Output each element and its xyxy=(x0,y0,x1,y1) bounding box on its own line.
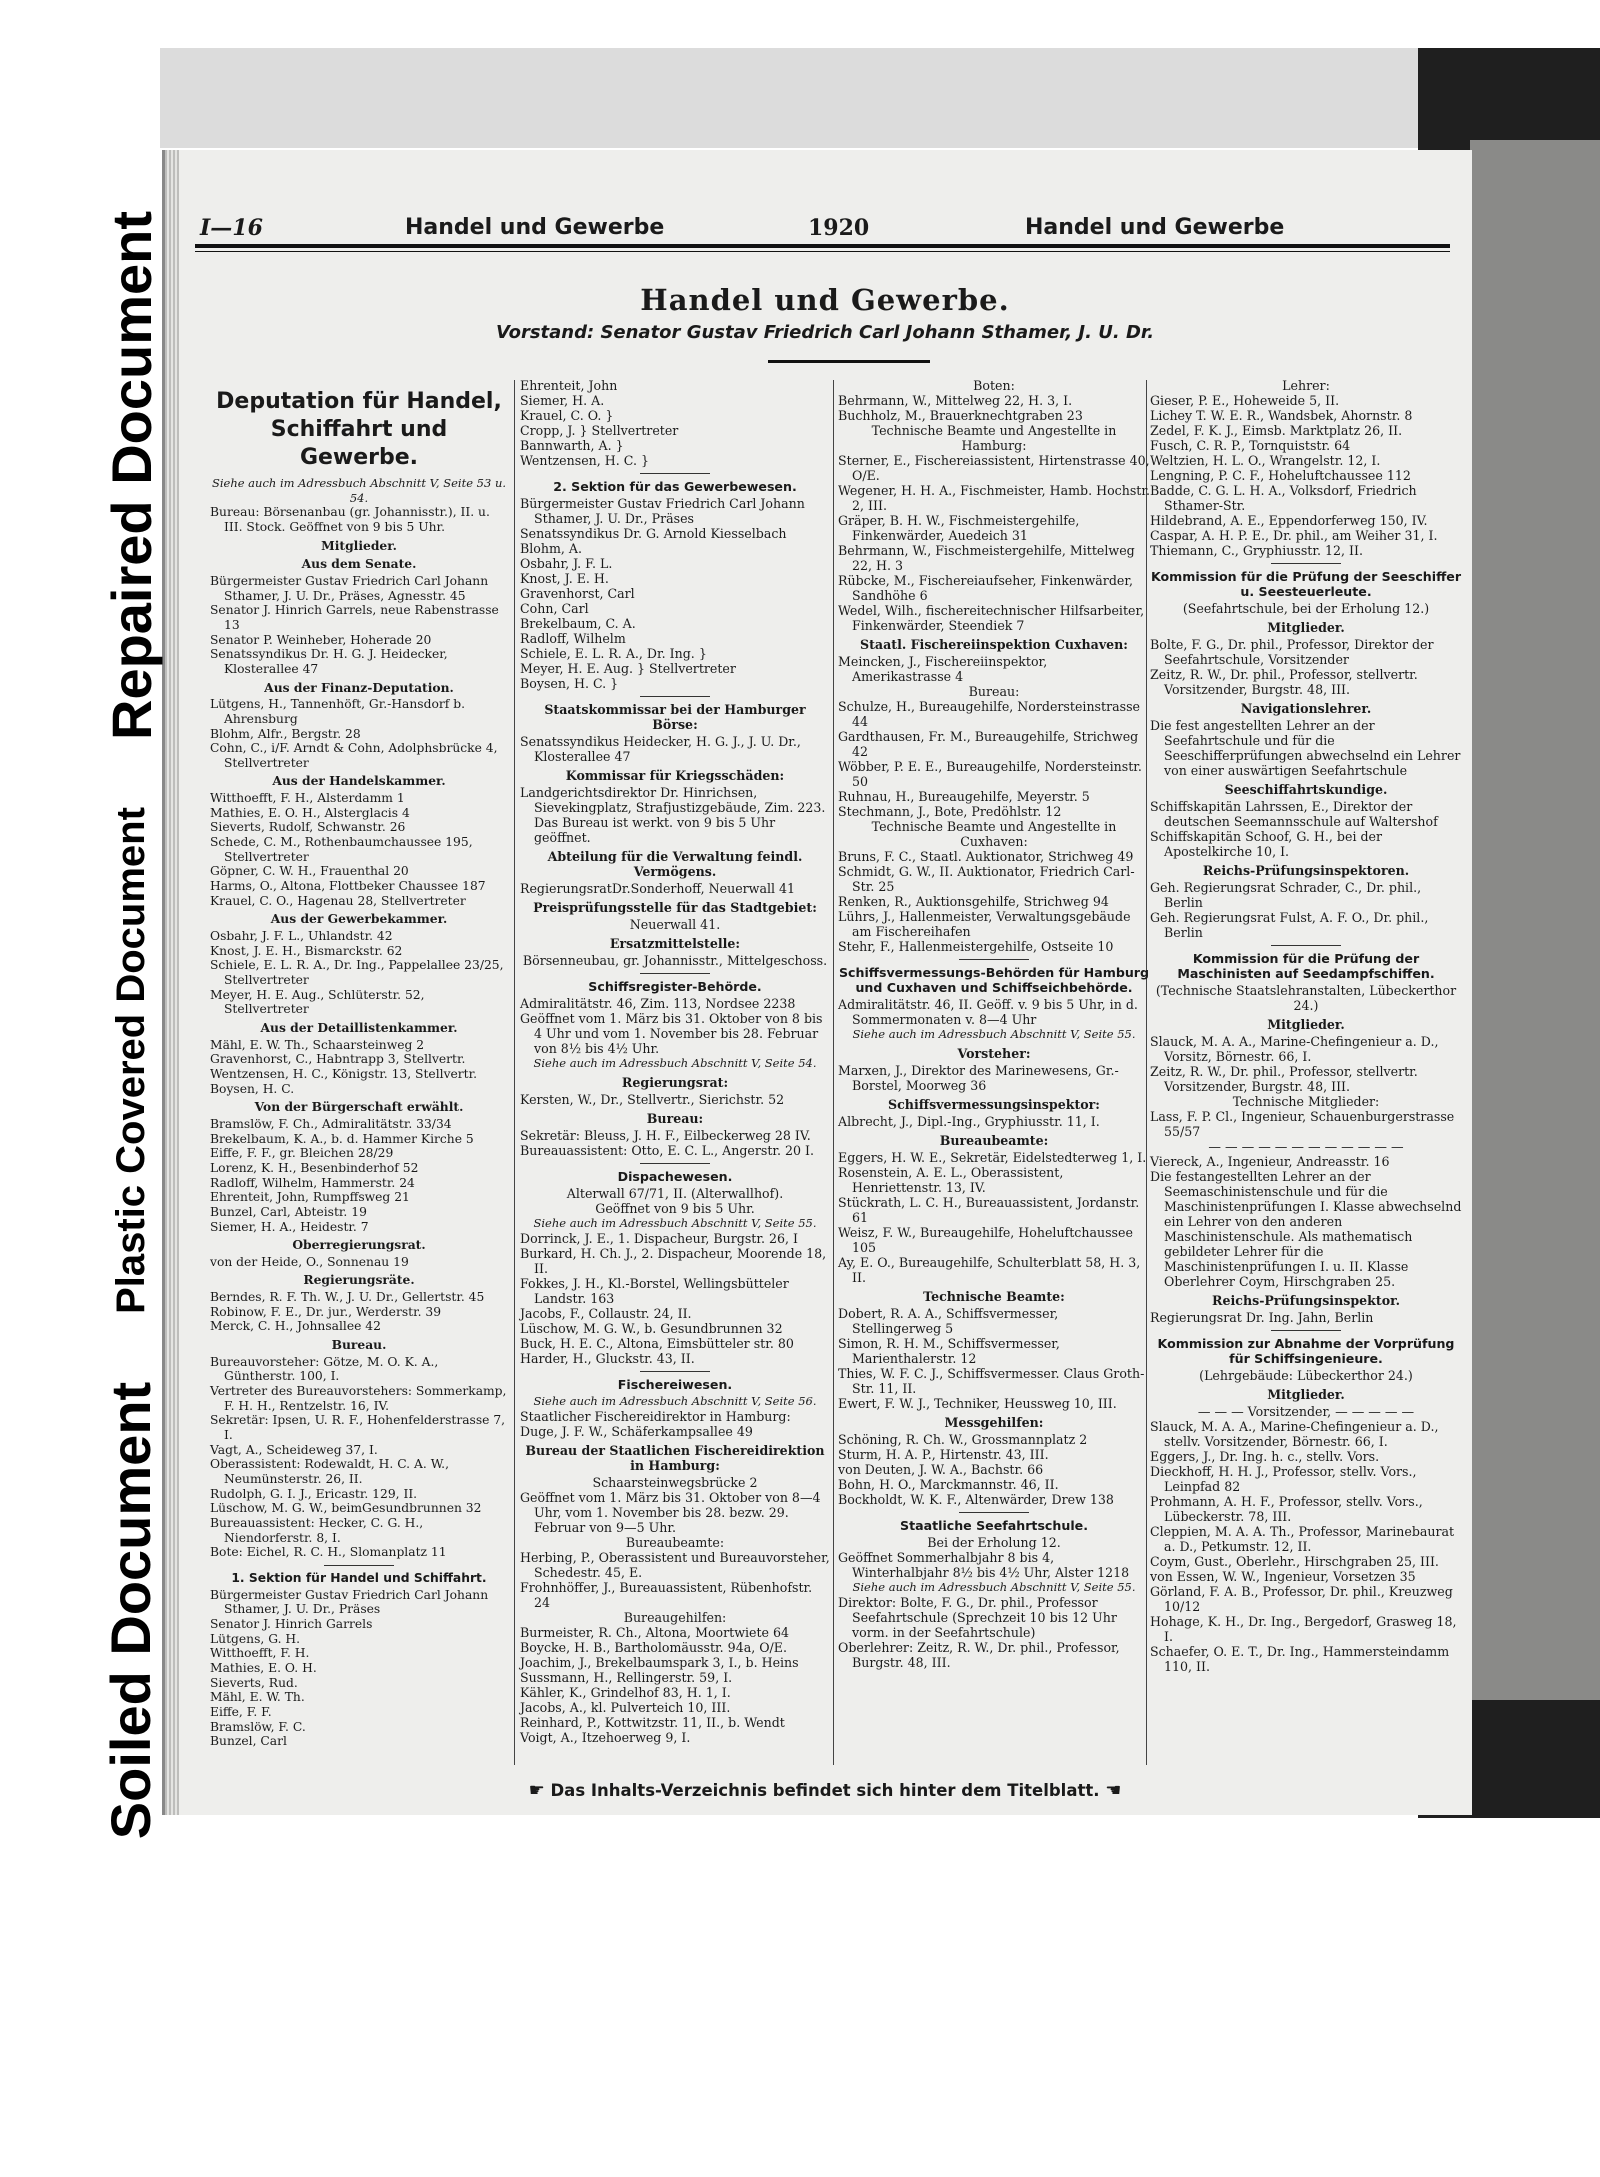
directory-entry: Renken, R., Auktionsgehilfe, Strichweg 94 xyxy=(838,894,1109,909)
directory-entry: Blohm, A. xyxy=(520,541,583,556)
subheading: Ersatzmittelstelle: xyxy=(609,936,741,951)
directory-entry: Bunzel, Carl, Abteistr. 19 xyxy=(210,1204,367,1219)
directory-entry: Bunzel, Carl xyxy=(210,1734,287,1749)
subheading: Mitglieder. xyxy=(1267,1387,1345,1402)
separator-rule xyxy=(640,973,710,974)
directory-entry: Göpner, C. W. H., Frauenthal 20 xyxy=(210,864,409,879)
directory-entry: Hildebrand, A. E., Eppendorferweg 150, IV. xyxy=(1150,513,1428,528)
centered-text: — — — — — — — — — — — — xyxy=(1208,1139,1404,1154)
directory-entry: Regierungsrat Dr. Ing. Jahn, Berlin xyxy=(1150,1310,1374,1325)
directory-entry: Eggers, J., Dr. Ing. h. c., stellv. Vors. xyxy=(1150,1449,1380,1464)
directory-entry: Vagt, A., Scheideweg 37, I. xyxy=(210,1442,378,1457)
directory-entry: Voigt, A., Itzehoerweg 9, I. xyxy=(520,1730,691,1745)
separator-rule xyxy=(640,1371,710,1372)
directory-entry: von der Heide, O., Sonnenau 19 xyxy=(210,1254,409,1269)
directory-entry: Bolte, F. G., Dr. phil., Professor, Direktor der Seefahrtschule, Vorsitzender xyxy=(1150,637,1434,667)
directory-entry: Bruns, F. C., Staatl. Auktionator, Strichweg 49 xyxy=(838,849,1134,864)
directory-entry: Senatssyndikus Heidecker, H. G. J., J. U. Dr., Klosterallee 47 xyxy=(520,734,801,764)
section-heading: 1. Sektion für Handel und Schiffahrt. xyxy=(231,1570,487,1585)
running-head-year: 1920 xyxy=(808,215,870,241)
directory-entry: Schöning, R. Ch. W., Grossmannplatz 2 xyxy=(838,1432,1088,1447)
centered-text: Bureaugehilfen: xyxy=(623,1610,727,1625)
directory-entry: Schiffskapitän Lahrssen, E., Direktor der deutschen Seemannsschule auf Waltershof xyxy=(1150,799,1438,829)
directory-entry: Bureau: Börsenanbau (gr. Johannisstr.), II. u. III. Stock. Geöffnet von 9 bis 5 Uhr. xyxy=(210,505,490,534)
subheading: Reichs-Prüfungsinspektor. xyxy=(1212,1293,1400,1308)
directory-entry: Bohn, H. O., Marckmannstr. 46, II. xyxy=(838,1477,1059,1492)
directory-entry: Simon, R. H. M., Schiffsvermesser, Marienthalerstr. 12 xyxy=(838,1336,1060,1366)
directory-entry: Sieverts, Rud. xyxy=(210,1675,298,1690)
subheading: Mitglieder. xyxy=(1267,620,1345,635)
subheading: Messgehilfen: xyxy=(944,1415,1044,1430)
directory-entry: Eiffe, F. F. xyxy=(210,1704,272,1719)
section-heading: Deputation für Handel, Schiffahrt und Gewerbe. xyxy=(216,389,502,470)
directory-entry: Caspar, A. H. P. E., Dr. phil., am Weiher 31, I. xyxy=(1150,528,1438,543)
directory-entry: Osbahr, J. F. L., Uhlandstr. 42 xyxy=(210,929,393,944)
directory-entry: Fusch, C. R. P., Tornquiststr. 64 xyxy=(1150,438,1351,453)
directory-entry: Badde, C. G. L. H. A., Volksdorf, Friedrich Sthamer-Str. xyxy=(1150,483,1417,513)
directory-entry: Vertreter des Bureauvorstehers: Sommerkamp, F. H. H., Rentzelstr. 16, IV. xyxy=(210,1384,507,1413)
directory-entry: Wentzensen, H. C., Königstr. 13, Stellvertr. xyxy=(210,1066,478,1081)
directory-entry: Lass, F. P. Cl., Ingenieur, Schauenburgerstrasse 55/57 xyxy=(1150,1109,1455,1139)
directory-entry: Wentzensen, H. C. } xyxy=(520,453,649,468)
directory-entry: Schiele, E. L. R. A., Dr. Ing., Pappelallee 23/25, Stellvertreter xyxy=(210,958,504,987)
separator-rule xyxy=(959,1512,1029,1513)
subheading: Aus dem Senate. xyxy=(301,556,417,572)
directory-entry: Robinow, F. E., Dr. jur., Werderstr. 39 xyxy=(210,1304,442,1319)
directory-entry: Dieckhoff, H. H. J., Professor, stellv. Vors., Leinpfad 82 xyxy=(1150,1464,1417,1494)
directory-entry: Witthoefft, F. H. xyxy=(210,1646,310,1661)
subheading: Seeschiffahrtskundige. xyxy=(1224,782,1388,797)
directory-entry: Ehrenteit, John, Rumpffsweg 21 xyxy=(210,1190,410,1205)
centered-text: Technische Beamte und Angestellte in Cuxhaven: xyxy=(871,819,1117,849)
directory-entry: Siemer, H. A. xyxy=(520,393,605,408)
section-heading: Dispachewesen. xyxy=(617,1169,733,1184)
directory-entry: von Deuten, J. W. A., Bachstr. 66 xyxy=(838,1462,1044,1477)
footer-text: Das Inhalts-Verzeichnis befindet sich hinter dem Titelblatt. xyxy=(550,1781,1100,1800)
centered-text: Börsenneubau, gr. Johannisstr., Mittelgeschoss. xyxy=(522,953,828,968)
directory-entry: Hohage, K. H., Dr. Ing., Bergedorf, Grasweg 18, I. xyxy=(1150,1614,1457,1644)
directory-entry: Geh. Regierungsrat Fulst, A. F. O., Dr. phil., Berlin xyxy=(1150,910,1429,940)
directory-entry: Siemer, H. A., Heidestr. 7 xyxy=(210,1219,369,1234)
directory-entry: Rosenstein, A. E. L., Oberassistent, Henriettenstr. 13, IV. xyxy=(838,1165,1064,1195)
subheading: Staatskommissar bei der Hamburger Börse: xyxy=(544,702,806,732)
label-plastic-covered-document xyxy=(96,780,166,1340)
subheading: Regierungsrat: xyxy=(621,1075,729,1090)
directory-entry: Eggers, H. W. E., Sekretär, Eidelstedterweg 1, I. xyxy=(838,1150,1147,1165)
directory-entry: Joachim, J., Brekelbaumspark 3, I., b. Heins xyxy=(520,1655,799,1670)
directory-entry: Behrmann, W., Mittelweg 22, H. 3, I. xyxy=(838,393,1073,408)
directory-entry: von Essen, W. W., Ingenieur, Vorsetzen 35 xyxy=(1150,1569,1416,1584)
directory-entry: Sturm, H. A. P., Hirtenstr. 43, III. xyxy=(838,1447,1049,1462)
directory-entry: Senatssyndikus Dr. G. Arnold Kiesselbach xyxy=(520,526,787,541)
subheading: Mitglieder. xyxy=(321,537,397,553)
section-heading: Staatliche Seefahrtschule. xyxy=(900,1518,1088,1533)
directory-entry: Merck, C. H., Johnsallee 42 xyxy=(210,1319,381,1334)
directory-entry: Stückrath, L. C. H., Bureauassistent, Jordanstr. 61 xyxy=(838,1195,1140,1225)
running-head xyxy=(200,215,1450,255)
directory-entry: Burkard, H. Ch. J., 2. Dispacheur, Moorende 18, II. xyxy=(520,1246,827,1276)
subheading: Oberregierungsrat. xyxy=(292,1237,426,1253)
directory-entry: Gravenhorst, C., Habntrapp 3, Stellvertr. xyxy=(210,1052,466,1067)
directory-entry: Cohn, C., i/F. Arndt & Cohn, Adolphsbrücke 4, Stellvertreter xyxy=(210,741,498,770)
directory-entry: Gravenhorst, Carl xyxy=(520,586,635,601)
directory-entry: Frohnhöffer, J., Bureauassistent, Rübenhofstr. 24 xyxy=(520,1580,813,1610)
directory-entry: Landgerichtsdirektor Dr. Hinrichsen, Sievekingplatz, Strafjustizgebäude, Zim. 223. Das Bureau ist werkt. von 9 bis 5 Uhr geöffnet. xyxy=(520,785,826,845)
directory-entry: Zeitz, R. W., Dr. phil., Professor, stellvertr. Vorsitzender, Burgstr. 48, III. xyxy=(1150,667,1418,697)
running-head-left: Handel und Gewerbe xyxy=(405,215,665,240)
column-divider xyxy=(514,380,515,1765)
directory-entry: Bockholdt, W. K. F., Altenwärder, Drew 138 xyxy=(838,1492,1114,1507)
scan-adjacent-page xyxy=(1470,140,1600,1700)
directory-entry: Jacobs, A., kl. Pulverteich 10, III. xyxy=(520,1700,731,1715)
directory-entry: Weisz, F. W., Bureaugehilfe, Hoheluftchaussee 105 xyxy=(838,1225,1133,1255)
directory-entry: Geöffnet vom 1. März bis 31. Oktober von 8 bis 4 Uhr und vom 1. November bis 28. Februar von 8½ bis 4½ Uhr. xyxy=(520,1011,823,1056)
section-heading: Schiffsvermessungs-Behörden für Hamburg und Cuxhaven und Schiffseichbehörde. xyxy=(838,965,1150,995)
directory-entry: Wegener, H. H. A., Fischmeister, Hamb. Hochstr. 2, III. xyxy=(838,483,1151,513)
directory-entry: Boycke, H. B., Bartholomäusstr. 94a, O/E. xyxy=(520,1640,787,1655)
directory-entry: Prohmann, A. H. F., Professor, stellv. Vors., Lübeckerstr. 78, III. xyxy=(1150,1494,1423,1524)
reference-note: Siehe auch im Adressbuch Abschnitt V, Seite 53 u. 54. xyxy=(211,476,507,505)
directory-entry: Albrecht, J., Dipl.-Ing., Gryphiusstr. 11, I. xyxy=(838,1114,1100,1129)
directory-entry: Fokkes, J. H., Kl.-Borstel, Wellingsbütteler Landstr. 163 xyxy=(520,1276,789,1306)
footer-note xyxy=(200,1780,1450,1801)
page-number: I—16 xyxy=(200,215,263,241)
directory-entry: Burmeister, R. Ch., Altona, Moortwiete 64 xyxy=(520,1625,790,1640)
subheading: Bureau der Staatlichen Fischereidirektion in Hamburg: xyxy=(525,1443,825,1473)
separator-rule xyxy=(640,1163,710,1164)
directory-entry: Bureauassistent: Hecker, C. G. H., Niendorferstr. 8, I. xyxy=(210,1515,424,1545)
directory-entry: Bote: Eichel, R. C. H., Slomanplatz 11 xyxy=(210,1545,447,1560)
directory-entry: Knost, J. E. H. xyxy=(520,571,609,586)
column-4 xyxy=(1150,378,1462,1674)
subheading: Abteilung für die Verwaltung feindl. Vermögens. xyxy=(547,849,803,879)
directory-entry: Boysen, H. C. xyxy=(210,1081,295,1096)
directory-entry: Kersten, W., Dr., Stellvertr., Sierichstr. 52 xyxy=(520,1092,785,1107)
directory-entry: Bürgermeister Gustav Friedrich Carl Johann Sthamer, J. U. Dr., Präses, Agnesstr. 45 xyxy=(210,573,489,603)
directory-entry: Stehr, F., Hallenmeistergehilfe, Ostseite 10 xyxy=(838,939,1114,954)
directory-entry: Witthoefft, F. H., Alsterdamm 1 xyxy=(210,791,405,806)
directory-entry: Slauck, M. A. A., Marine-Chefingenieur a. D., Vorsitz, Börnestr. 66, I. xyxy=(1150,1034,1439,1064)
directory-entry: Eiffe, F. F., gr. Bleichen 28/29 xyxy=(210,1146,394,1161)
directory-entry: Osbahr, J. F. L. xyxy=(520,556,613,571)
directory-entry: Krauel, C. O., Hagenau 28, Stellvertreter xyxy=(210,893,466,908)
directory-entry: Ay, E. O., Bureaugehilfe, Schulterblatt 58, H. 3, II. xyxy=(838,1255,1141,1285)
directory-entry: Berndes, R. F. Th. W., J. U. Dr., Gellertstr. 45 xyxy=(210,1290,485,1305)
directory-entry: Gardthausen, Fr. M., Bureaugehilfe, Strichweg 42 xyxy=(838,729,1139,759)
label-text: Soiled Document xyxy=(99,1381,163,1839)
directory-entry: Sekretär: Ipsen, U. R. F., Hohenfelderstrasse 7, I. xyxy=(210,1413,506,1443)
directory-entry: Brekelbaum, C. A. xyxy=(520,616,636,631)
column-divider xyxy=(833,380,834,1765)
directory-entry: Senator J. Hinrich Garrels xyxy=(210,1616,373,1631)
title-rule xyxy=(768,360,930,363)
directory-entry: Schulze, H., Bureaugehilfe, Nordersteinstrasse 44 xyxy=(838,699,1140,729)
centered-text: — — — Vorsitzender, — — — — — xyxy=(1197,1404,1415,1419)
directory-entry: Sekretär: Bleuss, J. H. F., Eilbeckerweg 28 IV. xyxy=(520,1128,811,1143)
directory-entry: Lüschow, M. G. W., b. Gesundbrunnen 32 xyxy=(520,1321,783,1336)
directory-entry: Radloff, Wilhelm xyxy=(520,631,626,646)
centered-text: Technische Beamte und Angestellte in Hamburg: xyxy=(871,423,1117,453)
page-stack-edge xyxy=(165,150,179,1815)
page-subtitle: Vorstand: Senator Gustav Friedrich Carl Johann Sthamer, J. U. Dr. xyxy=(495,322,1155,343)
subheading: Mitglieder. xyxy=(1267,1017,1345,1032)
separator-rule xyxy=(1271,563,1341,564)
reference-note: Siehe auch im Adressbuch Abschnitt V, Seite 55. xyxy=(533,1216,817,1230)
directory-entry: Mähl, E. W. Th., Schaarsteinweg 2 xyxy=(210,1037,425,1052)
directory-entry: Thies, W. F. C. J., Schiffsvermesser. Claus Groth-Str. 11, II. xyxy=(838,1366,1145,1396)
directory-entry: Ewert, F. W. J., Techniker, Heussweg 10, III. xyxy=(838,1396,1117,1411)
directory-entry: Wöbber, P. E. E., Bureaugehilfe, Nordersteinstr. 50 xyxy=(838,759,1142,789)
directory-entry: Admiralitätstr. 46, Zim. 113, Nordsee 2238 xyxy=(520,996,796,1011)
pointing-hand-icon: ☚ xyxy=(1105,1780,1122,1801)
pointing-hand-icon: ☛ xyxy=(528,1780,545,1801)
column-2 xyxy=(520,378,830,1745)
directory-entry: Slauck, M. A. A., Marine-Chefingenieur a. D., stellv. Vorsitzender, Börnestr. 66, I. xyxy=(1150,1419,1439,1449)
directory-entry: Die fest angestellten Lehrer an der Seefahrtschule und für die Seeschifferprüfungen abwechselnd ein Lehrer von einer auswärtigen Seefahrtschule xyxy=(1150,718,1461,778)
directory-entry: Kähler, K., Grindelhof 83, H. 1, I. xyxy=(520,1685,731,1700)
directory-entry: Wedel, Wilh., fischereitechnischer Hilfsarbeiter, Finkenwärder, Steendiek 7 xyxy=(838,603,1145,633)
page-title: Handel und Gewerbe. xyxy=(640,283,1010,317)
directory-entry: Gieser, P. E., Hoheweide 5, II. xyxy=(1150,393,1340,408)
subheading: Reichs-Prüfungsinspektoren. xyxy=(1202,863,1410,878)
subheading: Regierungsräte. xyxy=(303,1272,415,1288)
directory-entry: Staatlicher Fischereidirektor in Hamburg: xyxy=(520,1409,791,1424)
separator-rule xyxy=(959,959,1029,960)
subheading: Aus der Gewerbekammer. xyxy=(270,911,448,927)
subheading: Navigationslehrer. xyxy=(1240,701,1372,716)
directory-entry: Viereck, A., Ingenieur, Andreasstr. 16 xyxy=(1150,1154,1390,1169)
reference-note: Siehe auch im Adressbuch Abschnitt V, Seite 56. xyxy=(533,1394,817,1408)
directory-entry: Zeitz, R. W., Dr. phil., Professor, stellvertr. Vorsitzender, Burgstr. 48, III. xyxy=(1150,1064,1418,1094)
directory-entry: Bureauassistent: Otto, E. C. L., Angerstr. 20 I. xyxy=(520,1143,815,1158)
directory-entry: Cohn, Carl xyxy=(520,601,589,616)
directory-entry: Meyer, H. E. Aug., Schlüterstr. 52, Stellvertreter xyxy=(210,987,425,1017)
directory-entry: Herbing, P., Oberassistent und Bureauvorsteher, Schedestr. 45, E. xyxy=(520,1550,830,1580)
directory-entry: Ruhnau, H., Bureaugehilfe, Meyerstr. 5 xyxy=(838,789,1090,804)
centered-text: (Technische Staatslehranstalten, Lübeckerthor 24.) xyxy=(1155,983,1457,1013)
directory-entry: Thiemann, C., Gryphiusstr. 12, II. xyxy=(1150,543,1363,558)
directory-entry: Sieverts, Rudolf, Schwanstr. 26 xyxy=(210,820,406,835)
label-text: Plastic Covered Document xyxy=(108,806,153,1314)
subheading: Kommissar für Kriegsschäden: xyxy=(565,768,785,783)
directory-entry: Gräper, B. H. W., Fischmeistergehilfe, Finkenwärder, Auedeich 31 xyxy=(838,513,1080,543)
directory-entry: Rübcke, M., Fischereiaufseher, Finkenwärder, Sandhöhe 6 xyxy=(838,573,1133,603)
directory-entry: Bureauvorsteher: Götze, M. O. K. A., Güntherstr. 100, I. xyxy=(210,1354,439,1384)
directory-entry: Buchholz, M., Brauerknechtgraben 23 xyxy=(838,408,1083,423)
directory-entry: Bramslöw, F. Ch., Admiralitätstr. 33/34 xyxy=(210,1116,452,1131)
centered-text: Bureaubeamte: xyxy=(625,1535,725,1550)
directory-entry: Reinhard, P., Kottwitzstr. 11, II., b. Wendt xyxy=(520,1715,785,1730)
directory-entry: Dorrinck, J. E., 1. Dispacheur, Burgstr. 26, I xyxy=(520,1231,798,1246)
centered-text: Alterwall 67/71, II. (Alterwallhof). xyxy=(566,1186,784,1201)
directory-entry: Jacobs, F., Collaustr. 24, II. xyxy=(520,1306,692,1321)
directory-entry: Die festangestellten Lehrer an der Seemaschinistenschule und für die Maschinistenprüfungen I. Klasse abwechselnd ein Lehrer von den anderen Maschinistenschule. Als mathematisch gebildeter Lehrer für die Maschinistenprüfungen I. u. II. Klasse Oberlehrer Coym, Hirschgraben 25. xyxy=(1150,1169,1462,1289)
directory-entry: Cropp, J. } Stellvertreter xyxy=(520,423,679,438)
directory-entry: Sussmann, H., Rellingerstr. 59, I. xyxy=(520,1670,733,1685)
directory-entry: Geh. Regierungsrat Schrader, C., Dr. phil., Berlin xyxy=(1150,880,1422,910)
directory-entry: Bannwarth, A. } xyxy=(520,438,624,453)
separator-rule xyxy=(1271,945,1341,946)
section-heading: Fischereiwesen. xyxy=(617,1377,733,1392)
centered-text: Bureau: xyxy=(968,684,1020,699)
centered-text: (Seefahrtschule, bei der Erholung 12.) xyxy=(1182,601,1430,616)
directory-entry: Senator J. Hinrich Garrels, neue Rabenstrasse 13 xyxy=(210,603,499,632)
centered-text: Lehrer: xyxy=(1282,378,1330,393)
directory-entry: Geöffnet vom 1. März bis 31. Oktober von 8—4 Uhr, vom 1. November bis 28. bezw. 29. Februar von 9—5 Uhr. xyxy=(520,1490,821,1535)
directory-entry: Bürgermeister Gustav Friedrich Carl Johann Sthamer, J. U. Dr., Präses xyxy=(210,1587,489,1617)
directory-entry: Krauel, C. O. } xyxy=(520,408,614,423)
directory-entry: Coym, Gust., Oberlehr., Hirschgraben 25, III. xyxy=(1150,1554,1439,1569)
directory-entry: Direktor: Bolte, F. G., Dr. phil., Professor Seefahrtschule (Sprechzeit 10 bis 12 Uhr vorm. in der Seefahrtschule) xyxy=(838,1595,1117,1640)
centered-text: Boten: xyxy=(973,378,1015,393)
column-3 xyxy=(838,378,1150,1670)
subheading: Aus der Detaillistenkammer. xyxy=(260,1019,458,1035)
section-heading: Kommission für die Prüfung der Maschinisten auf Seedampfschiffen. xyxy=(1177,951,1435,981)
directory-entry: Lütgens, H., Tannenhöft, Gr.-Hansdorf b. Ahrensburg xyxy=(210,697,466,726)
subheading: Bureau: xyxy=(646,1111,704,1126)
directory-entry: Görland, F. A. B., Professor, Dr. phil., Kreuzweg 10/12 xyxy=(1150,1584,1453,1614)
directory-entry: Senatssyndikus Dr. H. G. J. Heidecker, Klosterallee 47 xyxy=(210,647,448,676)
directory-entry: Schiele, E. L. R. A., Dr. Ing. } xyxy=(520,646,707,661)
directory-entry: Brekelbaum, K. A., b. d. Hammer Kirche 5 xyxy=(210,1131,474,1146)
directory-entry: Oberassistent: Rodewaldt, H. C. A. W., Neumünsterstr. 26, II. xyxy=(210,1457,450,1486)
directory-entry: Lorenz, K. H., Besenbinderhof 52 xyxy=(210,1160,419,1175)
separator-rule xyxy=(640,696,710,697)
reference-note: Siehe auch im Adressbuch Abschnitt V, Seite 55. xyxy=(852,1580,1136,1594)
section-heading: 2. Sektion für das Gewerbewesen. xyxy=(553,479,797,494)
directory-entry: Harms, O., Altona, Flottbeker Chaussee 187 xyxy=(210,879,486,894)
section-heading: Schiffsregister-Behörde. xyxy=(588,979,762,994)
separator-rule xyxy=(640,473,710,474)
directory-entry: Zedel, F. K. J., Eimsb. Marktplatz 26, II. xyxy=(1150,423,1403,438)
centered-text: (Lehrgebäude: Lübeckerthor 24.) xyxy=(1199,1368,1413,1383)
separator-rule xyxy=(324,1565,394,1566)
directory-entry: Ehrenteit, John xyxy=(520,378,618,393)
directory-entry: Dobert, R. A. A., Schiffsvermesser, Stellingerweg 5 xyxy=(838,1306,1059,1336)
subheading: Aus der Handelskammer. xyxy=(272,773,446,789)
directory-entry: Harder, H., Gluckstr. 43, II. xyxy=(520,1351,695,1366)
directory-entry: Bürgermeister Gustav Friedrich Carl Johann Sthamer, J. U. Dr., Präses xyxy=(520,496,805,526)
subheading: Preisprüfungsstelle für das Stadtgebiet: xyxy=(533,900,817,915)
centered-text: Schaarsteinwegsbrücke 2 xyxy=(592,1475,758,1490)
subheading: Schiffsvermessungsinspektor: xyxy=(888,1097,1100,1112)
directory-entry: Weltzien, H. L. O., Wrangelstr. 12, I. xyxy=(1150,453,1381,468)
directory-entry: Stechmann, J., Bote, Predöhlstr. 12 xyxy=(838,804,1062,819)
directory-entry: Lüschow, M. G. W., beimGesundbrunnen 32 xyxy=(210,1501,482,1516)
directory-entry: Radloff, Wilhelm, Hammerstr. 24 xyxy=(210,1175,415,1190)
separator-rule xyxy=(1271,1330,1341,1331)
section-heading: Kommission zur Abnahme der Vorprüfung für Schiffsingenieure. xyxy=(1157,1336,1455,1366)
directory-entry: Duge, J. F. W., Schäferkampsallee 49 xyxy=(520,1424,753,1439)
directory-entry: Admiralitätstr. 46, II. Geöff. v. 9 bis 5 Uhr, in d. Sommermonaten v. 8—4 Uhr xyxy=(838,997,1138,1027)
centered-text: Technische Mitglieder: xyxy=(1232,1094,1380,1109)
directory-entry: Mathies, E. O. H. xyxy=(210,1660,317,1675)
reference-note: Siehe auch im Adressbuch Abschnitt V, Seite 54. xyxy=(533,1056,817,1070)
directory-entry: Knost, J. E. H., Bismarckstr. 62 xyxy=(210,943,403,958)
subheading: Aus der Finanz-Deputation. xyxy=(264,679,454,695)
column-1 xyxy=(210,378,508,1749)
directory-entry: Lengning, P. C. F., Hoheluftchaussee 112 xyxy=(1150,468,1411,483)
subheading: Technische Beamte: xyxy=(923,1289,1065,1304)
running-head-right: Handel und Gewerbe xyxy=(1025,215,1285,240)
directory-entry: Oberlehrer: Zeitz, R. W., Dr. phil., Professor, Burgstr. 48, III. xyxy=(838,1640,1120,1670)
directory-entry: Blohm, Alfr., Bergstr. 28 xyxy=(210,726,361,741)
scan-background xyxy=(160,48,1420,148)
directory-entry: RegierungsratDr.Sonderhoff, Neuerwall 41 xyxy=(520,881,796,896)
directory-entry: Behrmann, W., Fischmeistergehilfe, Mittelweg 22, H. 3 xyxy=(838,543,1135,573)
directory-entry: Geöffnet Sommerhalbjahr 8 bis 4, Winterhalbjahr 8½ bis 4½ Uhr, Alster 1218 xyxy=(838,1550,1130,1580)
directory-entry: Sterner, E., Fischereiassistent, Hirtenstrasse 40, O/E. xyxy=(838,453,1150,483)
centered-text: Bei der Erholung 12. xyxy=(927,1535,1061,1550)
subheading: Bureau. xyxy=(331,1337,387,1353)
directory-entry: Lichey T. W. E. R., Wandsbek, Ahornstr. 8 xyxy=(1150,408,1413,423)
directory-entry: Schaefer, O. E. T., Dr. Ing., Hammersteindamm 110, II. xyxy=(1150,1644,1450,1674)
header-rule-thin xyxy=(195,251,1450,252)
directory-entry: Bramslöw, F. C. xyxy=(210,1719,306,1734)
directory-entry: Schiffskapitän Schoof, G. H., bei der Apostelkirche 10, I. xyxy=(1150,829,1383,859)
directory-entry: Schede, C. M., Rothenbaumchaussee 195, Stellvertreter xyxy=(210,835,473,864)
label-repaired-document xyxy=(96,205,166,745)
directory-entry: Meyer, H. E. Aug. } Stellvertreter xyxy=(520,661,736,676)
label-text: Repaired Document xyxy=(99,210,163,740)
subheading: Bureaubeamte: xyxy=(939,1133,1049,1148)
reference-note: Siehe auch im Adressbuch Abschnitt V, Seite 55. xyxy=(852,1027,1136,1041)
section-heading: Kommission für die Prüfung der Seeschiffer u. Seesteuerleute. xyxy=(1150,569,1462,599)
subheading: Vorsteher: xyxy=(957,1046,1031,1061)
centered-text: Neuerwall 41. xyxy=(629,917,721,932)
directory-entry: Buck, H. E. C., Altona, Eimsbütteler str. 80 xyxy=(520,1336,794,1351)
label-soiled-document xyxy=(96,1330,166,1890)
directory-entry: Schmidt, G. W., II. Auktionator, Friedrich Carl-Str. 25 xyxy=(838,864,1135,894)
directory-entry: Rudolph, G. I. J., Ericastr. 129, II. xyxy=(210,1486,418,1501)
subheading: Von der Bürgerschaft erwählt. xyxy=(254,1099,464,1115)
directory-entry: Mathies, E. O. H., Alsterglacis 4 xyxy=(210,805,410,820)
directory-entry: Mähl, E. W. Th. xyxy=(210,1690,305,1705)
directory-entry: Marxen, J., Direktor des Marinewesens, Gr.-Borstel, Moorweg 36 xyxy=(838,1063,1119,1093)
directory-entry: Lütgens, G. H. xyxy=(210,1631,301,1646)
header-rule xyxy=(195,244,1450,248)
centered-text: Geöffnet von 9 bis 5 Uhr. xyxy=(595,1201,755,1216)
directory-entry: Cleppien, M. A. A. Th., Professor, Marinebaurat a. D., Petkumstr. 12, II. xyxy=(1150,1524,1455,1554)
directory-entry: Boysen, H. C. } xyxy=(520,676,619,691)
directory-entry: Meincken, J., Fischereiinspektor, Amerikastrasse 4 xyxy=(838,654,1048,684)
directory-entry: Senator P. Weinheber, Hoherade 20 xyxy=(210,632,432,647)
subheading: Staatl. Fischereiinspektion Cuxhaven: xyxy=(860,637,1128,652)
directory-entry: Lührs, J., Hallenmeister, Verwaltungsgebäude am Fischereihafen xyxy=(838,909,1131,939)
